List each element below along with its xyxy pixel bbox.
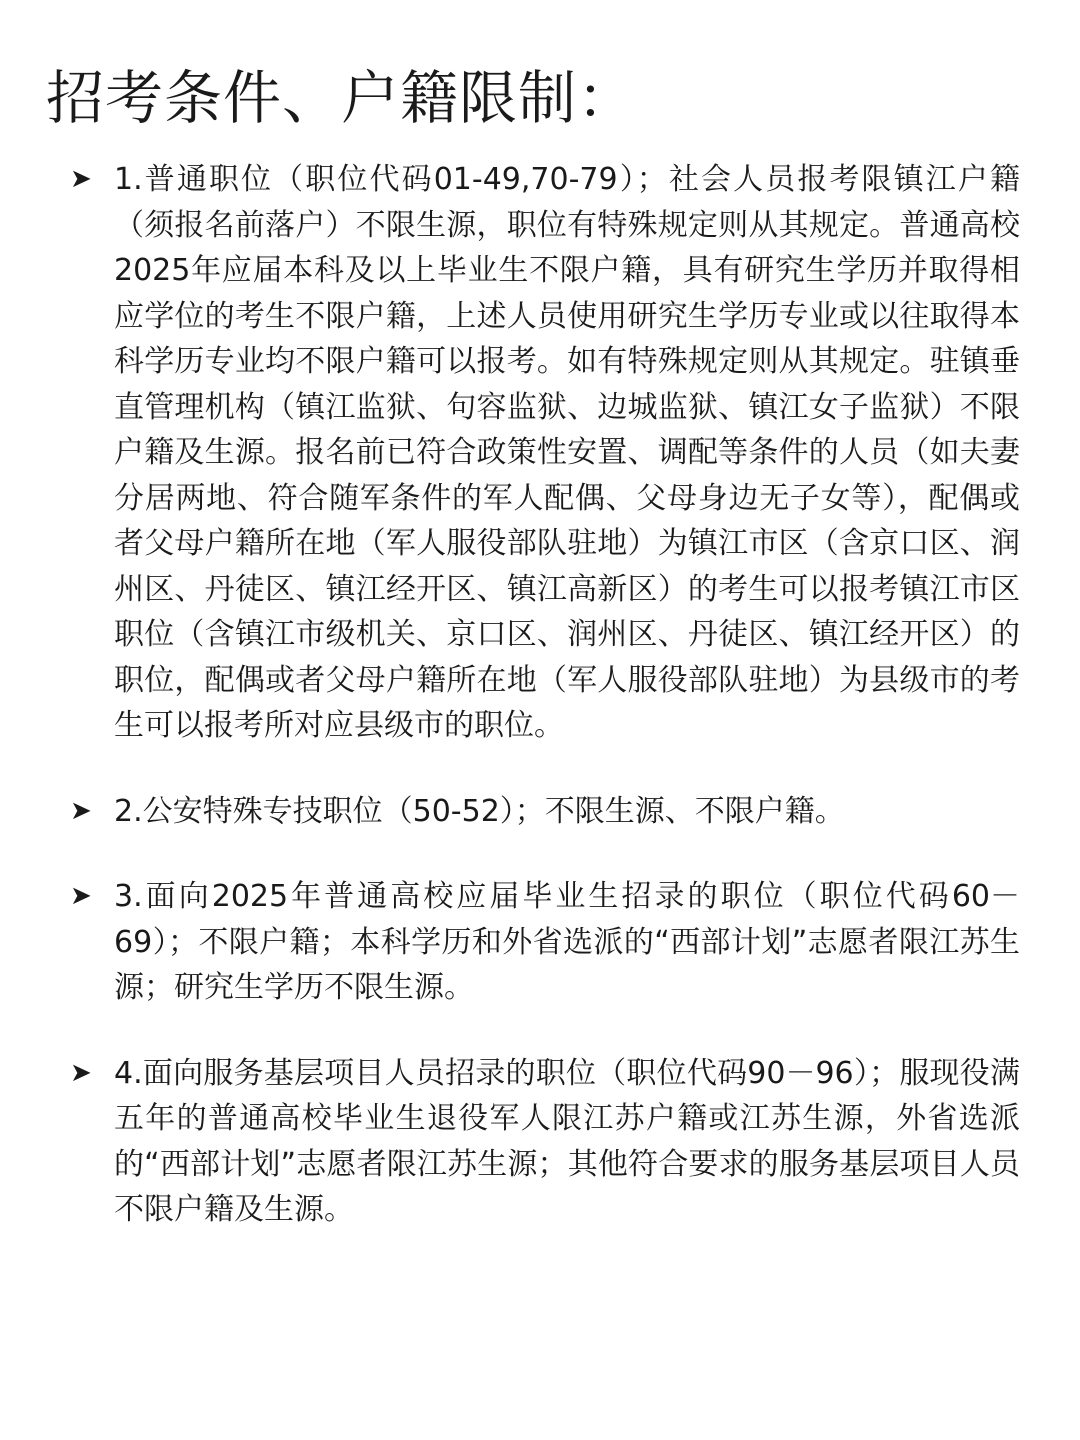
- arrow-bullet-icon: ➤: [70, 795, 92, 826]
- conditions-list: [70, 157, 1020, 1233]
- list-item-text: 2.公安特殊专技职位（50-52）；不限生源、不限户籍。: [114, 793, 845, 829]
- list-item: [70, 874, 1020, 1011]
- arrow-bullet-icon: ➤: [70, 1057, 92, 1088]
- list-item-text: 3.面向2025年普通高校应届毕业生招录的职位（职位代码60－69）；不限户籍；本科学历和外省选派的“西部计划”志愿者限江苏生源；研究生学历不限生源。: [114, 879, 1020, 1005]
- list-item-text: 4.面向服务基层项目人员招录的职位（职位代码90－96）；服现役满五年的普通高校毕业生退役军人限江苏户籍或江苏生源，外省选派的“西部计划”志愿者限江苏生源；其他符合要求的服务基层项目人员不限户籍及生源。: [114, 1055, 1020, 1227]
- list-item: [70, 1051, 1020, 1233]
- list-item-text: 1.普通职位（职位代码01-49,70-79）；社会人员报考限镇江户籍（须报名前落户）不限生源，职位有特殊规定则从其规定。普通高校2025年应届本科及以上毕业生不限户籍，具有研究生学历并取得相应学位的考生不限户籍，上述人员使用研究生学历专业或以往取得本科学历专业均不限户籍可以报考。如有特殊规定则从其规定。驻镇垂直管理机构（镇江监狱、句容监狱、边城监狱、镇江女子监狱）不限户籍及生源。报名前已符合政策性安置、调配等条件的人员（如夫妻分居两地、符合随军条件的军人配偶、父母身边无子女等），配偶或者父母户籍所在地（军人服役部队驻地）为镇江市区（含京口区、润州区、丹徒区、镇江经开区、镇江高新区）的考生可以报考镇江市区职位（含镇江市级机关、京口区、润州区、丹徒区、镇江经开区）的职位，配偶或者父母户籍所在地（军人服役部队驻地）为县级市的考生可以报考所对应县级市的职位。: [114, 162, 1020, 743]
- page-title: 招考条件、户籍限制：: [46, 64, 637, 132]
- arrow-bullet-icon: ➤: [70, 164, 92, 194]
- list-item: [70, 157, 1020, 749]
- arrow-bullet-icon: ➤: [70, 881, 92, 911]
- list-item: [70, 789, 1020, 835]
